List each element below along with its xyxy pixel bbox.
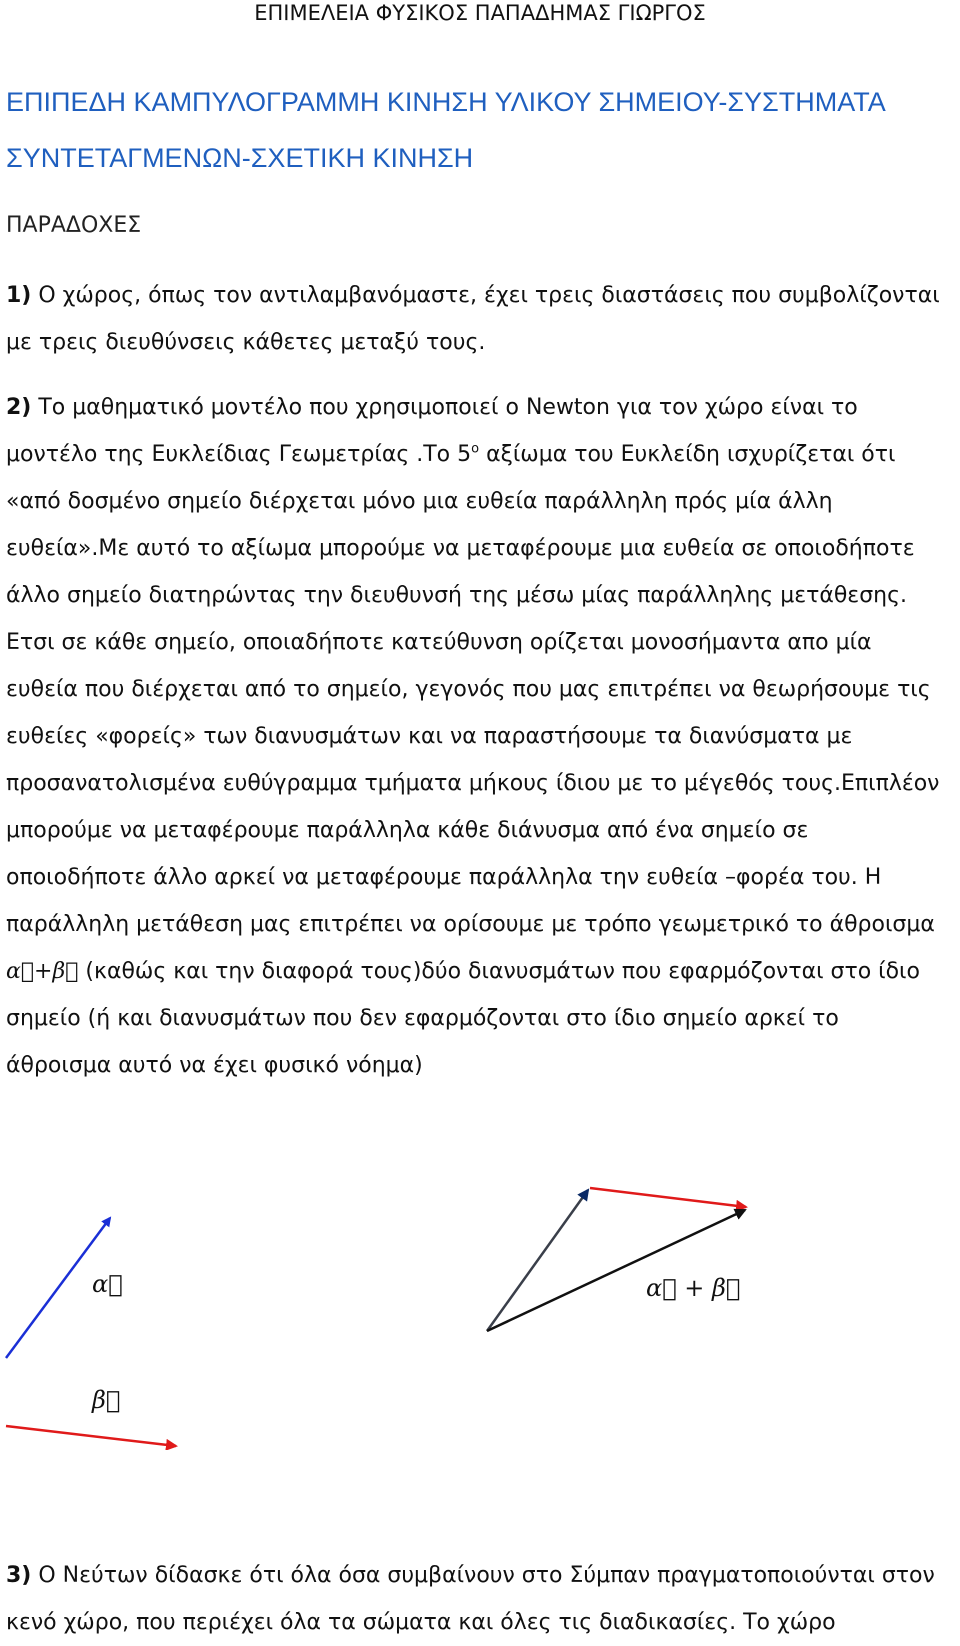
vector-alpha-label: α⃗ bbox=[92, 1270, 123, 1298]
vector-addition-figure bbox=[0, 1150, 960, 1450]
paragraph-3 bbox=[6, 1552, 944, 1646]
triangle-alpha-arrow bbox=[487, 1190, 588, 1331]
vector-sum-expression: α⃗+β⃗ bbox=[6, 959, 79, 984]
paragraph-3-text: Ο Νεύτων δίδασκε ότι όλα όσα συμβαίνουν στο Σύμπαν πραγματοποιούνται στον κενό χώρο, που περιέχει όλα τα σώματα και όλες τις διαδικασίες. Το χώρο bbox=[6, 1563, 935, 1635]
title-line-1: ΕΠΙΠΕΔΗ ΚΑΜΠΥΛΟΓΡΑΜΜΗ ΚΙΝΗΣΗ ΥΛΙΚΟΥ ΣΗΜΕΙΟΥ-ΣΥΣΤΗΜΑΤΑ bbox=[6, 87, 886, 117]
page-header: ΕΠΙΜΕΛΕΙΑ ΦΥΣΙΚΟΣ ΠΑΠΑΔΗΜΑΣ ΓΙΩΡΓΟΣ bbox=[254, 1, 706, 25]
vector-beta-arrow bbox=[6, 1426, 176, 1446]
triangle-sum-arrow bbox=[487, 1210, 745, 1331]
paragraph-1 bbox=[6, 272, 944, 366]
paragraph-2-text-a: Το μαθηματικό μοντέλο που χρησιμοποιεί ο Newton για τον χώρο είναι το μοντέλο της Ευκλείδιας Γεωμετρίας .Το 5 bbox=[6, 395, 858, 467]
paragraph-3-number: 3) bbox=[6, 1563, 32, 1588]
vector-sum-label: α⃗ + β⃗ bbox=[646, 1274, 741, 1302]
paragraph-2-number: 2) bbox=[6, 395, 32, 420]
section-heading: ΠΑΡΑΔΟΧΕΣ bbox=[6, 213, 142, 238]
superscript-o: ο bbox=[471, 441, 480, 457]
paragraph-2 bbox=[6, 384, 944, 1089]
paragraph-1-number: 1) bbox=[6, 283, 32, 308]
paragraph-1-text: Ο χώρος, όπως τον αντιλαμβανόμαστε, έχει τρεις διαστάσεις που συμβολίζονται με τρεις διευθύνσεις κάθετες μεταξύ τους. bbox=[6, 283, 940, 355]
title-line-2: ΣΥΝΤΕΤΑΓΜΕΝΩΝ-ΣΧΕΤΙΚΗ ΚΙΝΗΣΗ bbox=[6, 143, 474, 173]
paragraph-2-text-b: αξίωμα του Ευκλείδη ισχυρίζεται ότι «από δοσμένο σημείο διέρχεται μόνο μια ευθεία παράλληλη πρός μία άλλη ευθεία».Με αυτό το αξίωμα μπορούμε να μεταφέρουμε μια ευθεία σε οποιοδήποτε άλλο σημείο διατηρώντας την διευθυνσή της μέσω μίας παράλληλης μετάθεσης. Ετσι σε κάθε σημείο, οποιαδήποτε κατεύθυνση ορίζεται μονοσήμαντα απο μία ευθεία που διέρχεται από το σημείο, γεγονός που μας επιτρέπει να θεωρήσουμε τις ευθείες «φορείς» των διανυσμάτων και να παραστήσουμε τα διανύσματα με προσανατολισμένα ευθύγραμμα τμήματα μήκους ίδιου με το μέγεθός τους.Επιπλέον μπορούμε να μεταφέρουμε παράλληλα κάθε διάνυσμα από ένα σημείο σε οποιοδήποτε άλλο αρκεί να μεταφέρουμε παράλληλα την ευθεία –φορέα του. Η παράλληλη μετάθεση μας επιτρέπει να ορίσουμε με τρόπο γεωμετρικό το άθροισμα bbox=[6, 442, 940, 937]
paragraph-2-text-c: (καθώς και την διαφορά τους)δύο διανυσμάτων που εφαρμόζονται στο ίδιο σημείο (ή και διανυσμάτων που δεν εφαρμόζονται στο ίδιο σημείο αρκεί το άθροισμα αυτό να έχει φυσικό νόημα) bbox=[6, 959, 920, 1078]
triangle-beta-arrow bbox=[590, 1188, 746, 1207]
vector-beta-label: β⃗ bbox=[92, 1386, 121, 1414]
